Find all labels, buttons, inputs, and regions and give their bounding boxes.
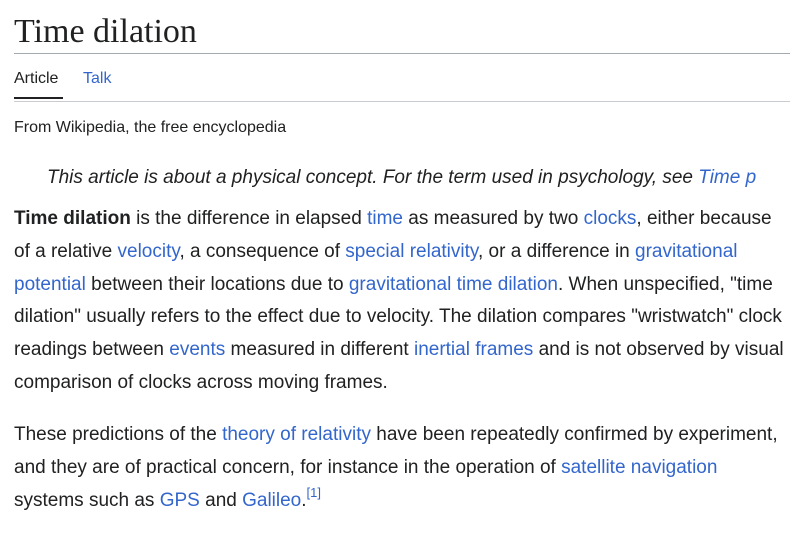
- link-clocks[interactable]: clocks: [583, 208, 637, 229]
- text-span: as measured by two: [403, 208, 584, 229]
- page-title: Time dilation: [14, 0, 790, 54]
- text-span: measured in different: [225, 339, 414, 361]
- link-special-relativity[interactable]: special relativity: [345, 240, 478, 262]
- link-theory-of-relativity[interactable]: theory of relativity: [222, 424, 371, 445]
- text-span: and is not observed by visual comparison of clocks across moving frames.: [14, 339, 784, 393]
- link-satellite-navigation[interactable]: satellite navigation: [561, 456, 718, 478]
- lead-bold-term: Time dilation: [14, 208, 131, 229]
- hatnote-link[interactable]: Time p: [698, 167, 757, 188]
- link-galileo[interactable]: Galileo: [242, 489, 302, 511]
- text-span: between their locations due to: [85, 273, 349, 295]
- link-events[interactable]: events: [169, 339, 226, 361]
- link-inertial-frames[interactable]: inertial frames: [413, 339, 534, 361]
- tab-talk[interactable]: Talk: [83, 70, 112, 87]
- link-gps[interactable]: GPS: [159, 489, 200, 511]
- link-velocity[interactable]: velocity: [117, 240, 180, 262]
- text-span: These predictions of the: [14, 424, 223, 445]
- text-span: .: [301, 489, 307, 511]
- link-gravitational-time-dilation[interactable]: gravitational time dilation: [348, 273, 558, 295]
- text-span: , either because of a relative: [14, 208, 772, 262]
- article-page: [14, 0, 790, 511]
- tab-article[interactable]: Article: [14, 70, 59, 87]
- text-span: . When unspecified, "time dilation" usually refers to the effect due to velocity. The dilation compares "wristwatch" clock readings between: [14, 273, 782, 361]
- text-span: have been repeatedly confirmed by experiment, and they are of practical concern, for instance in the operation of: [14, 424, 778, 478]
- reference-link[interactable]: [1]: [306, 485, 322, 501]
- page-tabs: [14, 54, 790, 102]
- hatnote: [47, 166, 756, 190]
- text-span: , a consequence of: [179, 240, 346, 262]
- lead-paragraph-1: [14, 203, 790, 400]
- hatnote-text: This article is about a physical concept. For the term used in psychology, see: [47, 167, 699, 188]
- lead-paragraph-2: [14, 419, 790, 517]
- tab-article-selected-indicator: [14, 97, 63, 99]
- site-tagline: From Wikipedia, the free encyclopedia: [14, 119, 287, 136]
- text-span: is the difference in elapsed: [130, 208, 368, 229]
- text-span: , or a difference in: [478, 240, 636, 262]
- link-gravitational-potential[interactable]: gravitational potential: [14, 240, 738, 295]
- link-time[interactable]: time: [367, 208, 403, 229]
- text-span: and: [199, 489, 243, 511]
- text-span: systems such as: [14, 489, 160, 511]
